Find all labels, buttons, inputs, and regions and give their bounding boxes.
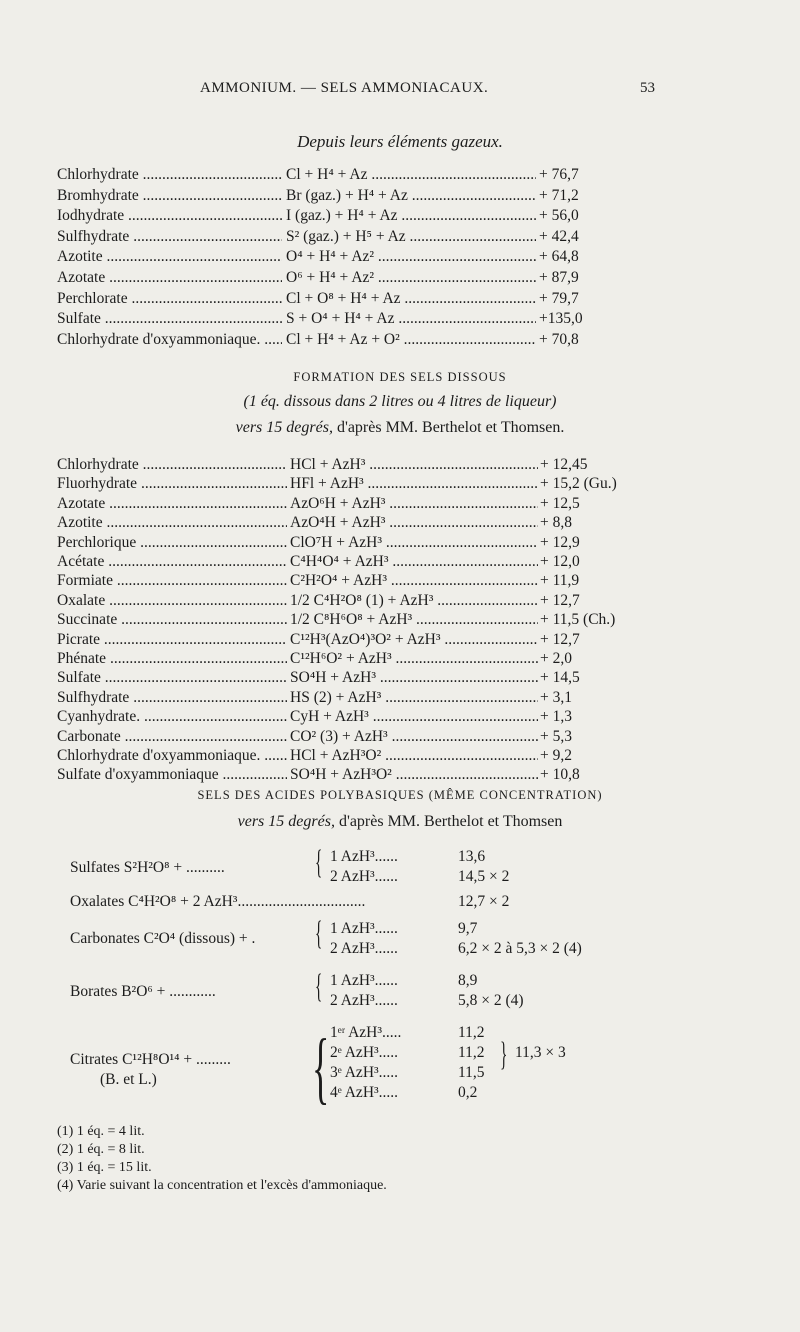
dissolved-row xyxy=(0,533,800,553)
gaseous-salt-name: Azotate ..... xyxy=(57,268,282,288)
gaseous-heat-value: + 56,0 xyxy=(539,207,579,225)
dissolved-heat-value: + 14,5 xyxy=(540,669,580,687)
running-title: AMMONIUM. — SELS AMMONIACAUX. xyxy=(200,80,489,96)
gaseous-formula: O⁶ + H⁴ + Az² ..... xyxy=(286,268,536,288)
gaseous-salt-name: Iodhydrate ..... xyxy=(57,206,282,226)
carbonates-brace: { xyxy=(315,915,323,952)
dissolved-salt-name: Formiate ..... xyxy=(57,571,287,591)
dissolved-heat-value: + 5,3 xyxy=(540,727,572,745)
dissolved-formula: C⁴H⁴O⁴ + AzH³ ..... xyxy=(290,552,538,572)
gaseous-salt-name: Sulfate ..... xyxy=(57,309,282,329)
gaseous-heat-value: + 42,4 xyxy=(539,227,579,245)
gaseous-row xyxy=(0,206,800,226)
dissolved-salt-name: Carbonate ..... xyxy=(57,727,287,747)
dissolved-heat-value: + 3,1 xyxy=(540,688,572,706)
citrates-eq-1: 1ᵉʳ AzH³..... xyxy=(330,1024,402,1041)
dissolved-row xyxy=(0,455,800,475)
gaseous-row xyxy=(0,330,800,350)
dissolved-formula: SO⁴H + AzH³O² ..... xyxy=(290,765,538,785)
footnote-1: (1) 1 éq. = 4 lit. xyxy=(57,1124,145,1139)
gaseous-heat-value: + 76,7 xyxy=(539,166,579,183)
carbonates-val-2: 6,2 × 2 à 5,3 × 2 (4) xyxy=(458,940,582,957)
dissolved-heat-value: + 12,0 xyxy=(540,553,580,570)
citrates-sublabel: (B. et L.) xyxy=(100,1071,157,1088)
dissolved-heat-value: + 12,9 xyxy=(540,533,580,551)
page-number: 53 xyxy=(640,80,655,96)
gaseous-salt-name: Chlorhydrate d'oxyammoniaque. ..... xyxy=(57,330,282,350)
gaseous-formula: Cl + H⁴ + Az ..... xyxy=(286,165,536,185)
dissolved-formula: 1/2 C⁸H⁶O⁸ + AzH³ ..... xyxy=(290,610,538,630)
sulfates-val-1: 13,6 xyxy=(458,848,486,865)
dissolved-row xyxy=(0,765,800,785)
dissolved-heat-value: + 8,8 xyxy=(540,514,572,532)
gaseous-row xyxy=(0,247,800,267)
footnote-2: (2) 1 éq. = 8 lit. xyxy=(57,1142,145,1157)
gaseous-heat-value: + 87,9 xyxy=(539,269,579,286)
dissolved-row xyxy=(0,707,800,727)
dissolved-row xyxy=(0,727,800,747)
dissolved-formula: AzO⁶H + AzH³ ..... xyxy=(290,494,538,514)
dissolved-heat-value: + 10,8 xyxy=(540,766,580,784)
dissolved-formula: C²H²O⁴ + AzH³ ..... xyxy=(290,571,538,591)
gaseous-formula: S + O⁴ + H⁴ + Az ..... xyxy=(286,309,536,329)
section2-subtitle-line1: (1 éq. dissous dans 2 litres ou 4 litres de liqueur) xyxy=(243,393,557,410)
gaseous-row xyxy=(0,186,800,206)
gaseous-formula: I (gaz.) + H⁴ + Az ..... xyxy=(286,206,536,226)
dissolved-row xyxy=(0,494,800,514)
dissolved-heat-value: + 11,9 xyxy=(540,572,580,590)
gaseous-row xyxy=(0,227,800,247)
dissolved-formula: HCl + AzH³ ..... xyxy=(290,455,538,475)
dissolved-row xyxy=(0,610,800,630)
section2-subtitle-rest: d'après MM. Berthelot et Thomsen. xyxy=(332,419,565,436)
citrates-val-2: 11,2 xyxy=(458,1044,485,1061)
dissolved-salt-name: Fluorhydrate ..... xyxy=(57,474,287,494)
gaseous-heat-value: +135,0 xyxy=(539,310,583,328)
dissolved-salt-name: Sulfate ..... xyxy=(57,668,287,688)
dissolved-formula: CyH + AzH³ ..... xyxy=(290,707,538,727)
section2-heading: FORMATION DES SELS DISSOUS xyxy=(293,370,507,384)
dissolved-row xyxy=(0,746,800,766)
section2-subtitle-line2 xyxy=(0,419,800,437)
citrates-brace: { xyxy=(312,1024,330,1112)
gaseous-formula: Br (gaz.) + H⁴ + Az ..... xyxy=(286,186,536,206)
dissolved-heat-value: + 9,2 xyxy=(540,747,572,764)
dissolved-heat-value: + 12,5 xyxy=(540,494,580,512)
dissolved-row xyxy=(0,649,800,669)
dissolved-formula: 1/2 C⁴H²O⁸ (1) + AzH³ ..... xyxy=(290,591,538,611)
dissolved-heat-value: + 2,0 xyxy=(540,650,572,667)
dissolved-formula: C¹²H⁶O² + AzH³ ..... xyxy=(290,649,538,669)
gaseous-formula: S² (gaz.) + H⁵ + Az ..... xyxy=(286,227,536,247)
dissolved-salt-name: Chlorhydrate d'oxyammoniaque. ..... xyxy=(57,746,287,766)
footnote-4: (4) Varie suivant la concentration et l'excès d'ammoniaque. xyxy=(57,1178,387,1193)
dissolved-row xyxy=(0,552,800,572)
sulfates-brace: { xyxy=(315,844,323,881)
dissolved-salt-name: Perchlorique ..... xyxy=(57,533,287,553)
gaseous-row xyxy=(0,309,800,329)
dissolved-salt-name: Sulfhydrate ..... xyxy=(57,688,287,708)
dissolved-salt-name: Sulfate d'oxyammoniaque ..... xyxy=(57,765,287,785)
dissolved-formula: HS (2) + AzH³ ..... xyxy=(290,688,538,708)
citrates-eq-4: 4ᵉ AzH³..... xyxy=(330,1084,399,1101)
dissolved-row xyxy=(0,571,800,591)
sulfates-val-2: 14,5 × 2 xyxy=(458,868,510,885)
citrates-label: Citrates C¹²H⁸O¹⁴ + ......... xyxy=(70,1051,231,1068)
gaseous-formula: Cl + O⁸ + H⁴ + Az ..... xyxy=(286,289,536,309)
gaseous-heat-value: + 70,8 xyxy=(539,330,579,348)
gaseous-formula: O⁴ + H⁴ + Az² ..... xyxy=(286,247,536,267)
dissolved-formula: CO² (3) + AzH³ ..... xyxy=(290,727,538,747)
dissolved-salt-name: Acétate ..... xyxy=(57,552,287,572)
citrates-eq-3: 3ᵉ AzH³..... xyxy=(330,1064,399,1081)
borates-val-1: 8,9 xyxy=(458,972,478,989)
section3-subtitle xyxy=(0,813,800,831)
dissolved-salt-name: Azotate ..... xyxy=(57,494,287,514)
gaseous-heat-value: + 64,8 xyxy=(539,248,579,266)
citrates-val-4: 0,2 xyxy=(458,1084,478,1101)
dissolved-row xyxy=(0,688,800,708)
carbonates-eq-1: 1 AzH³...... xyxy=(330,920,398,937)
carbonates-eq-2: 2 AzH³...... xyxy=(330,940,398,957)
oxalates-label: Oxalates C⁴H²O⁸ + 2 AzH³................................. xyxy=(70,893,366,910)
citrates-eq-2: 2ᵉ AzH³..... xyxy=(330,1044,399,1061)
dissolved-salt-name: Azotite ..... xyxy=(57,513,287,533)
dissolved-heat-value: + 11,5 (Ch.) xyxy=(540,611,616,629)
gaseous-row xyxy=(0,165,800,185)
dissolved-formula: AzO⁴H + AzH³ ..... xyxy=(290,513,538,533)
sulfates-eq-2: 2 AzH³...... xyxy=(330,868,398,885)
section3-heading: SELS DES ACIDES POLYBASIQUES (MÊME CONCENTRATION) xyxy=(197,788,603,802)
dissolved-heat-value: + 15,2 (Gu.) xyxy=(540,475,617,493)
dissolved-row xyxy=(0,474,800,494)
dissolved-heat-value: + 12,7 xyxy=(540,591,580,609)
footnote-3: (3) 1 éq. = 15 lit. xyxy=(57,1160,152,1175)
dissolved-heat-value: + 12,7 xyxy=(540,630,580,648)
carbonates-label: Carbonates C²O⁴ (dissous) + . xyxy=(70,930,256,947)
dissolved-salt-name: Chlorhydrate ..... xyxy=(57,455,287,475)
dissolved-row xyxy=(0,668,800,688)
gaseous-salt-name: Perchlorate ..... xyxy=(57,289,282,309)
oxalates-value: 12,7 × 2 xyxy=(458,893,510,910)
sulfates-eq-1: 1 AzH³...... xyxy=(330,848,398,865)
dissolved-row xyxy=(0,513,800,533)
borates-label: Borates B²O⁶ + ............ xyxy=(70,983,216,1000)
citrates-val-3: 11,5 xyxy=(458,1064,485,1081)
citrates-val-1: 11,2 xyxy=(458,1024,485,1041)
borates-eq-1: 1 AzH³...... xyxy=(330,972,398,989)
section3-subtitle-italic: vers 15 degrés, xyxy=(237,813,335,830)
gaseous-salt-name: Sulfhydrate ..... xyxy=(57,227,282,247)
dissolved-salt-name: Oxalate ..... xyxy=(57,591,287,611)
borates-eq-2: 2 AzH³...... xyxy=(330,992,398,1009)
gaseous-row xyxy=(0,268,800,288)
gaseous-salt-name: Chlorhydrate ..... xyxy=(57,165,282,185)
borates-val-2: 5,8 × 2 (4) xyxy=(458,992,524,1009)
dissolved-heat-value: + 1,3 xyxy=(540,708,572,726)
gaseous-row xyxy=(0,289,800,309)
dissolved-formula: SO⁴H + AzH³ ..... xyxy=(290,668,538,688)
dissolved-heat-value: + 12,45 xyxy=(540,456,588,473)
dissolved-row xyxy=(0,630,800,650)
carbonates-val-1: 9,7 xyxy=(458,920,478,937)
section1-caption: Depuis leurs éléments gazeux. xyxy=(297,132,503,151)
section2-subtitle-italic: vers 15 degrés, xyxy=(235,419,333,436)
section3-subtitle-rest: d'après MM. Berthelot et Thomsen xyxy=(334,813,563,830)
gaseous-heat-value: + 71,2 xyxy=(539,186,579,204)
gaseous-salt-name: Bromhydrate ..... xyxy=(57,186,282,206)
dissolved-salt-name: Phénate ..... xyxy=(57,649,287,669)
dissolved-salt-name: Succinate ..... xyxy=(57,610,287,630)
gaseous-formula: Cl + H⁴ + Az + O² ..... xyxy=(286,330,536,350)
sulfates-label: Sulfates S²H²O⁸ + .......... xyxy=(70,859,225,876)
dissolved-salt-name: Picrate ..... xyxy=(57,630,287,650)
citrates-summary: 11,3 × 3 xyxy=(515,1044,566,1061)
dissolved-formula: HCl + AzH³O² ..... xyxy=(290,746,538,766)
dissolved-row xyxy=(0,591,800,611)
dissolved-salt-name: Cyanhydrate. ..... xyxy=(57,707,287,727)
dissolved-formula: HFl + AzH³ ..... xyxy=(290,474,538,494)
dissolved-formula: ClO⁷H + AzH³ ..... xyxy=(290,533,538,553)
citrates-closing-brace: } xyxy=(500,1036,508,1073)
borates-brace: { xyxy=(315,968,323,1005)
dissolved-formula: C¹²H³(AzO⁴)³O² + AzH³ ..... xyxy=(290,630,538,650)
gaseous-heat-value: + 79,7 xyxy=(539,289,579,307)
gaseous-salt-name: Azotite ..... xyxy=(57,247,282,267)
